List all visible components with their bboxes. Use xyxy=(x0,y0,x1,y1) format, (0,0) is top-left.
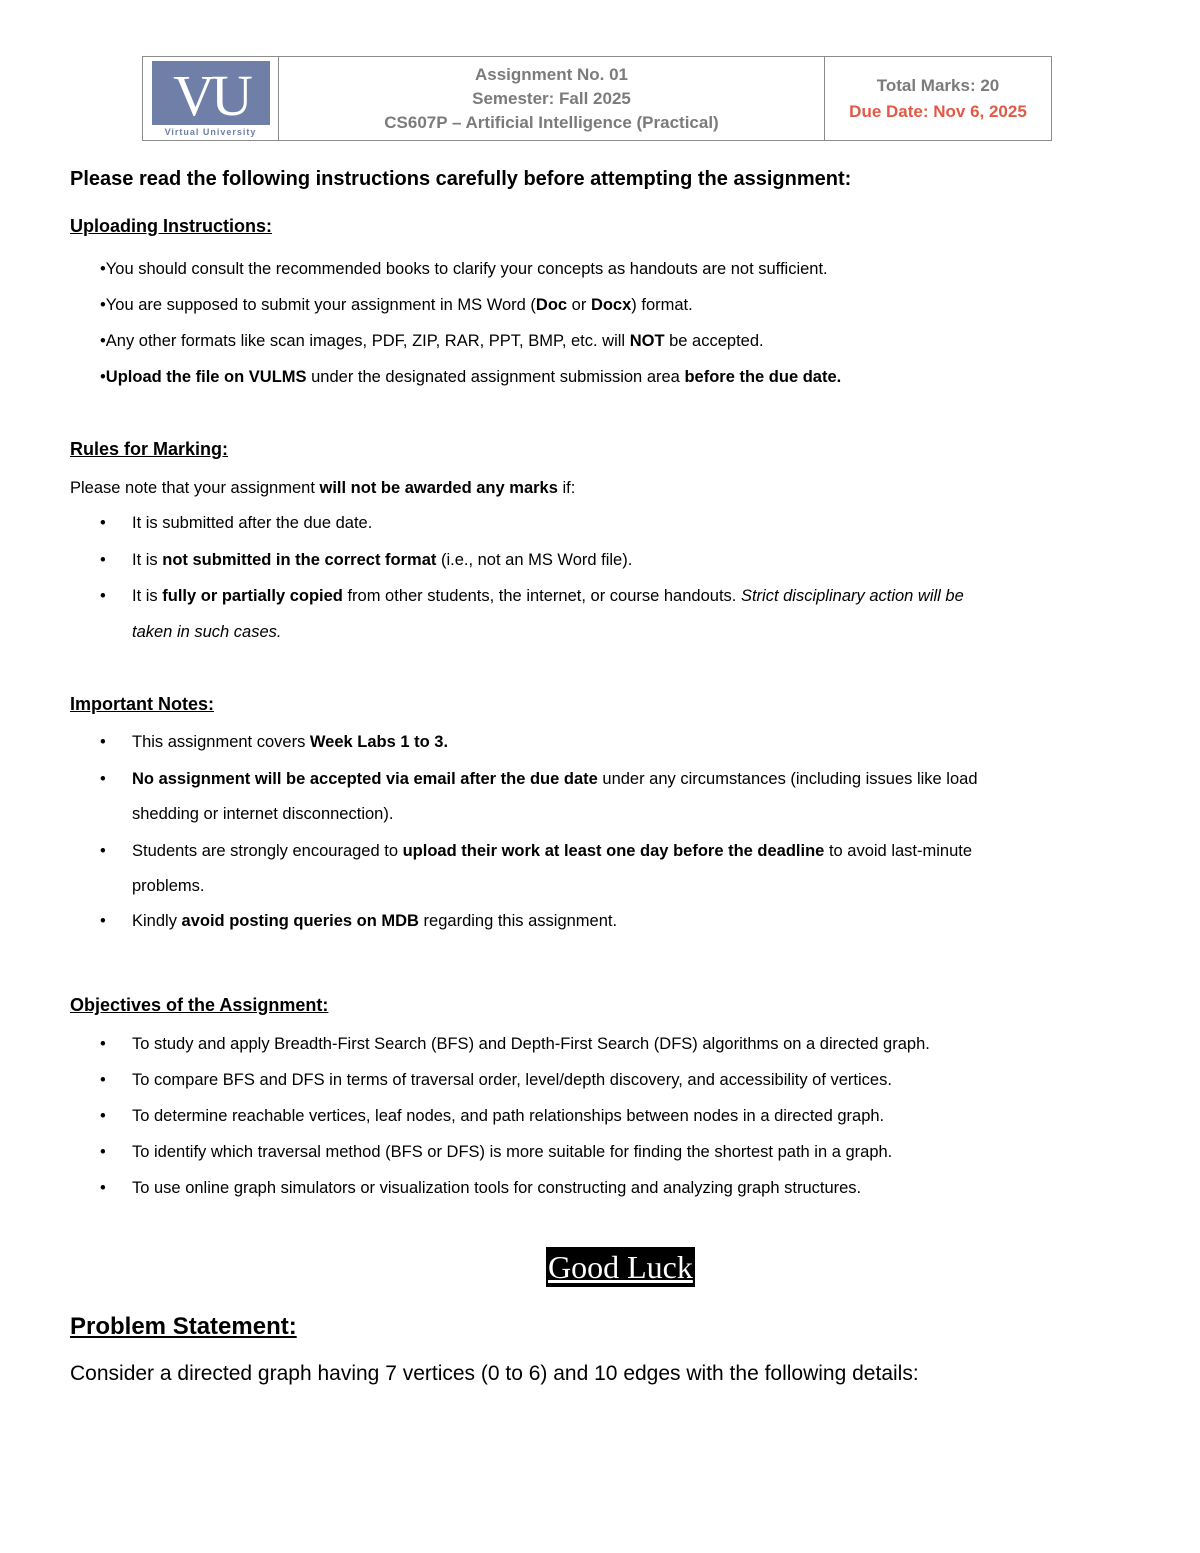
bullet: • xyxy=(100,514,106,532)
item-text: It is xyxy=(132,551,163,569)
lead-text: Please note that your assignment xyxy=(70,479,320,497)
bullet: • xyxy=(100,1179,106,1197)
marking-lead xyxy=(70,479,575,498)
list-item xyxy=(132,912,617,931)
item-text: regarding this assignment. xyxy=(418,912,618,930)
bullet: • xyxy=(100,551,106,569)
objective-item: To determine reachable vertices, leaf nodes, and path relationships between nodes in a directed graph. xyxy=(132,1107,885,1125)
item-italic: Strict disciplinary action will be xyxy=(740,587,964,605)
bullet: • xyxy=(100,1143,106,1161)
objective-item: To compare BFS and DFS in terms of traversal order, level/depth discovery, and accessibility of vertices. xyxy=(132,1071,892,1089)
item-italic: taken in such cases. xyxy=(132,623,282,641)
bullet: • xyxy=(100,1035,106,1053)
list-item xyxy=(132,587,964,606)
list-item xyxy=(132,842,972,861)
item-text: under any circumstances (including issues like load xyxy=(597,770,978,788)
problem-title: Problem Statement: xyxy=(70,1313,297,1340)
item-bold: avoid posting queries on MDB xyxy=(181,912,419,930)
item-bold: before the due date. xyxy=(684,368,842,386)
notes-title: Important Notes: xyxy=(70,694,214,714)
logo-cell xyxy=(143,57,279,140)
bullet: • xyxy=(100,1107,106,1125)
item-text: or xyxy=(567,296,591,314)
item-text: (i.e., not an MS Word file). xyxy=(436,551,633,569)
item-text: to avoid last-minute xyxy=(824,842,973,860)
list-item-continuation: problems. xyxy=(132,877,205,895)
objective-item: To identify which traversal method (BFS or DFS) is more suitable for finding the shortest path in a graph. xyxy=(132,1143,893,1161)
logo-letters: VU xyxy=(172,62,249,127)
item-bold: upload their work at least one day before the deadline xyxy=(402,842,825,860)
good-luck-banner: Good Luck xyxy=(548,1249,693,1285)
item-text: under the designated assignment submission area xyxy=(306,368,685,386)
item-bold: fully or partially copied xyxy=(162,587,343,605)
list-item xyxy=(132,551,632,570)
item-text: be accepted. xyxy=(664,332,764,350)
marking-title: Rules for Marking: xyxy=(70,439,229,459)
assignment-info-cell xyxy=(279,57,825,140)
bullet: • xyxy=(100,770,106,788)
item-bold: Docx xyxy=(590,296,632,314)
vu-logo-mark-icon xyxy=(152,61,270,127)
item-bold: NOT xyxy=(629,332,665,350)
item-text: ) format. xyxy=(631,296,693,314)
item-text: Kindly xyxy=(132,912,182,930)
lead-text: if: xyxy=(557,479,576,497)
due-date: Due Date: Nov 6, 2025 xyxy=(849,101,1027,121)
bullet: • xyxy=(100,842,106,860)
item-bold: Doc xyxy=(535,296,568,314)
objectives-title: Objectives of the Assignment: xyxy=(70,995,329,1015)
bullet: • xyxy=(100,587,106,605)
item-text: Any other formats like scan images, PDF, ZIP, RAR, PPT, BMP, etc. will xyxy=(105,332,630,350)
bullet: • xyxy=(100,296,106,314)
item-bold: not submitted in the correct format xyxy=(162,551,437,569)
item-text: Students are strongly encouraged to xyxy=(132,842,403,860)
list-item-continuation: shedding or internet disconnection). xyxy=(132,805,394,823)
item-text: It is xyxy=(132,587,163,605)
objective-item: To use online graph simulators or visualization tools for constructing and analyzing graph structures. xyxy=(132,1179,862,1197)
semester: Semester: Fall 2025 xyxy=(472,88,631,108)
lead-bold: will not be awarded any marks xyxy=(319,479,558,497)
marks-cell xyxy=(825,57,1051,140)
bullet: • xyxy=(100,733,106,751)
item-bold: Upload the file on VULMS xyxy=(105,368,307,386)
list-item xyxy=(100,260,828,279)
header-table xyxy=(142,56,1052,141)
list-item xyxy=(100,332,764,351)
bullet: • xyxy=(100,368,106,386)
bullet: • xyxy=(100,332,106,350)
item-text: It is submitted after the due date. xyxy=(132,514,373,532)
item-text: You should consult the recommended books to clarify your concepts as handouts are not sufficient. xyxy=(105,260,828,278)
item-text: This assignment covers xyxy=(132,733,310,751)
list-item-continuation xyxy=(132,623,282,642)
objective-item: To study and apply Breadth-First Search (BFS) and Depth-First Search (DFS) algorithms on a directed graph. xyxy=(132,1035,930,1053)
problem-text: Consider a directed graph having 7 vertices (0 to 6) and 10 edges with the following details: xyxy=(70,1362,919,1385)
logo-caption: Virtual University xyxy=(164,126,257,137)
vu-logo xyxy=(152,61,270,137)
list-item xyxy=(132,514,372,533)
bullet: • xyxy=(100,260,106,278)
list-item xyxy=(132,733,448,752)
list-item xyxy=(132,770,978,789)
item-text: You are supposed to submit your assignment in MS Word ( xyxy=(105,296,536,314)
list-item xyxy=(100,368,841,387)
uploading-title: Uploading Instructions: xyxy=(70,216,272,236)
total-marks: Total Marks: 20 xyxy=(876,75,1000,95)
intro-heading: Please read the following instructions carefully before attempting the assignment: xyxy=(70,168,852,190)
bullet: • xyxy=(100,912,106,930)
item-bold: Week Labs 1 to 3. xyxy=(309,733,449,751)
item-text: from other students, the internet, or course handouts. xyxy=(342,587,741,605)
item-bold: No assignment will be accepted via email after the due date xyxy=(132,770,598,788)
bullet: • xyxy=(100,1071,106,1089)
course-title: CS607P – Artificial Intelligence (Practical) xyxy=(384,112,719,132)
list-item xyxy=(100,296,693,315)
assignment-number: Assignment No. 01 xyxy=(474,64,629,84)
